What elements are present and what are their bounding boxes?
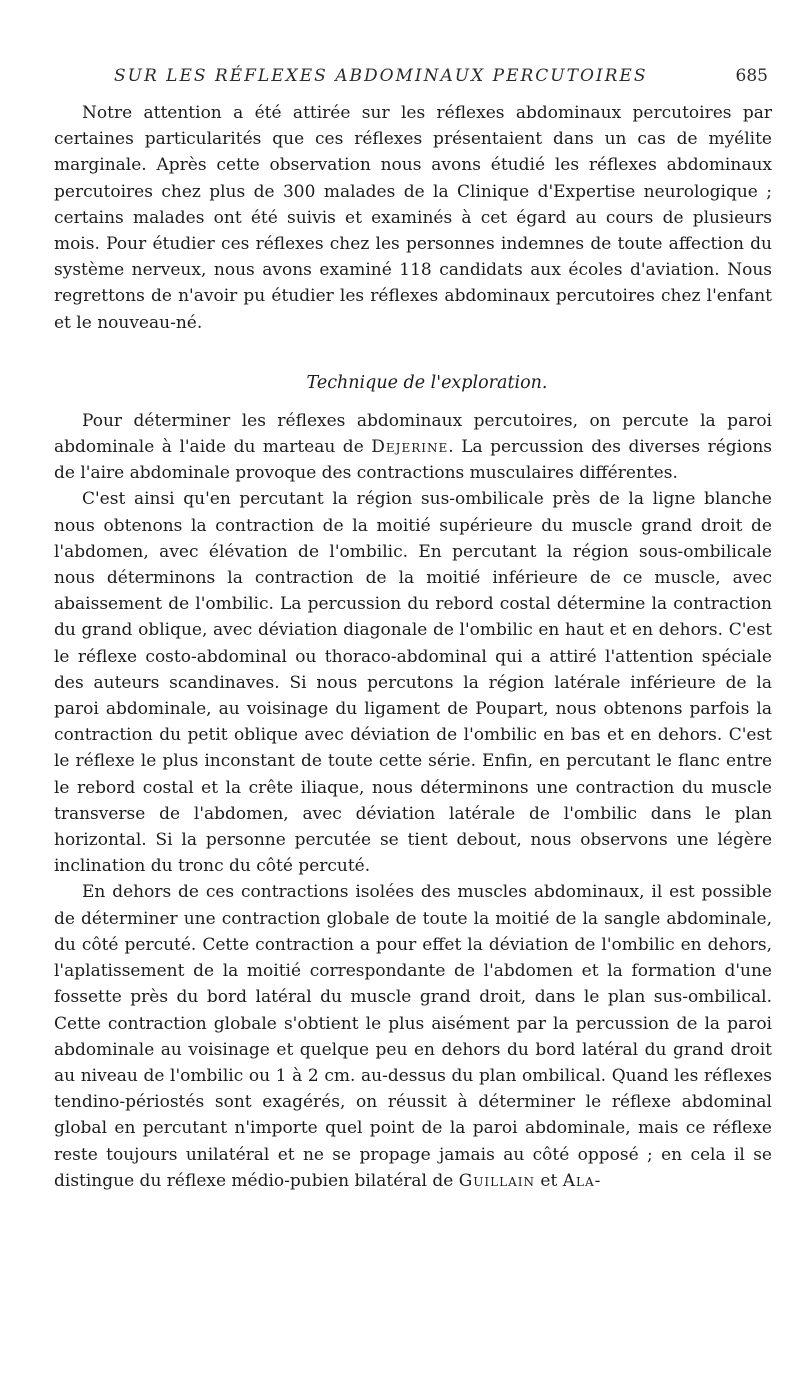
author-name: Ala- bbox=[562, 1170, 602, 1191]
paragraph-technique-3 bbox=[54, 879, 772, 1193]
body-text bbox=[54, 100, 772, 1194]
paragraph-technique-2: C'est ainsi qu'en percutant la région sus-ombilicale près de la ligne blanche nous obtenons la contraction de la moitié supérieure du muscle grand droit de l'abdomen, avec élévation de l'ombilic. En percutant la région sous-ombilicale nous déterminons la contraction de la moitié inférieure de ce muscle, avec abaissement de l'ombilic. La percussion du rebord costal détermine la contraction du grand oblique, avec déviation diagonale de l'ombilic en haut et en dehors. C'est le réflexe costo-abdominal ou thoraco-abdominal qui a attiré l'attention spéciale des auteurs scandinaves. Si nous percutons la région latérale inférieure de la paroi abdominale, au voisinage du ligament de Poupart, nous obtenons parfois la contraction du petit oblique avec déviation de l'ombilic en bas et en dehors. C'est le réflexe le plus inconstant de toute cette série. Enfin, en percutant le flanc entre le rebord costal et la crête iliaque, nous déterminons une contraction du muscle transverse de l'abdomen, avec déviation latérale de l'ombilic dans le plan horizontal. Si la personne percutée se tient debout, nous observons une légère inclination du tronc du côté percuté. bbox=[54, 489, 772, 877]
paragraph-intro: Notre attention a été attirée sur les réflexes abdominaux percutoires par certaines particularités que ces réflexes présentaient dans un cas de myélite marginale. Après cette observation nous avons étudié les réflexes abdominaux percutoires chez plus de 300 malades de la Clinique d'Expertise neurologique ; certains malades ont été suivis et examinés à cet égard au cours de plusieurs mois. Pour étudier ces réflexes chez les personnes indemnes de toute affection du système nerveux, nous avons examiné 118 candidats aux écoles d'aviation. Nous regrettons de n'avoir pu étudier les réflexes abdominaux percutoires chez l'enfant et le nouveau-né. bbox=[54, 103, 772, 333]
text-run: En dehors de ces contractions isolées des muscles abdominaux, il est possible de déterminer une contraction globale de toute la moitié de la sangle abdominale, du côté percuté. Cette contraction a pour effet la déviation de l'ombilic en dehors, l'aplatissement de la moitié correspondante de l'abdomen et la formation d'une fossette près du bord latéral du muscle grand droit, dans le plan sus-ombilical. Cette contraction globale s'obtient le plus aisément par la percussion de la paroi abdominale au voisinage et quelque peu en dehors du bord latéral du grand droit au niveau de l'ombilic ou 1 à 2 cm. au-dessus du plan ombilical. Quand les réflexes tendino-périostés sont exagérés, on réussit à déterminer le réflexe abdominal global en percutant n'importe quel point de la paroi abdominale, mais ce réflexe reste toujours unilatéral et ne se propage jamais au côté opposé ; en cela il se distingue du réflexe médio-pubien bilatéral de bbox=[54, 882, 772, 1191]
text-run: et bbox=[535, 1170, 563, 1191]
page-number: 685 bbox=[735, 66, 768, 86]
author-name: Guillain bbox=[458, 1170, 535, 1191]
running-head bbox=[54, 66, 772, 94]
text-run: Pour déterminer les réflexes abdominaux percutoires, on percute la paroi abdominale à l'aide du marteau de bbox=[54, 410, 772, 458]
running-head-title: SUR LES RÉFLEXES ABDOMINAUX PERCUTOIRES bbox=[114, 66, 648, 86]
author-name: Dejerine bbox=[371, 437, 449, 458]
text-run: . La percussion des diverses régions de l'aire abdominale provoque des contractions musculaires différentes. bbox=[54, 437, 773, 484]
section-title: Technique de l'exploration. bbox=[306, 372, 548, 393]
paragraph-technique-1 bbox=[54, 408, 772, 487]
